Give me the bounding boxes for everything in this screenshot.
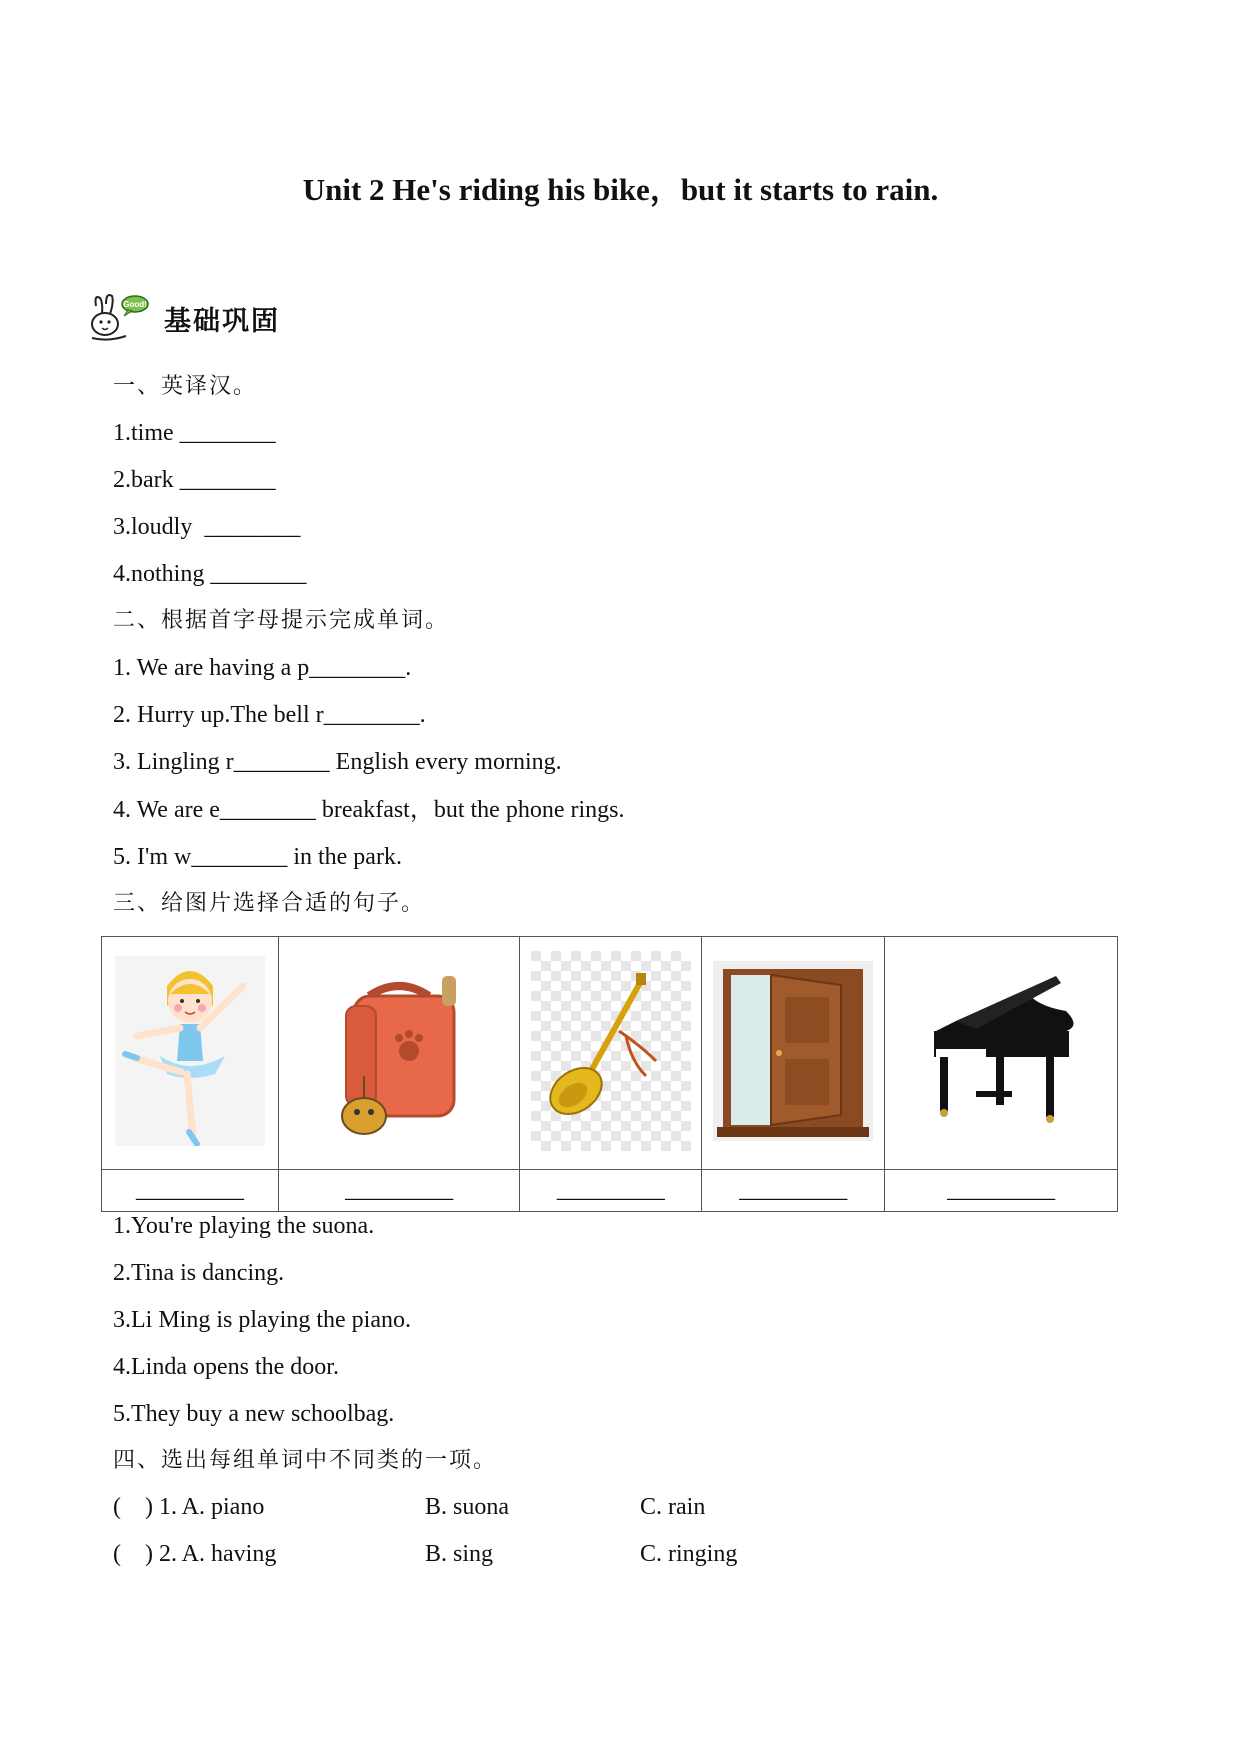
- part3-sentence: 1.You're playing the suona.: [113, 1213, 375, 1239]
- part1-item: 2.bark ________: [113, 467, 276, 493]
- part3-sentence: 4.Linda opens the door.: [113, 1354, 339, 1380]
- picture-cell: [278, 937, 520, 1170]
- picture-cell: [102, 937, 279, 1170]
- part2-item: 5. I'm w________ in the park.: [113, 844, 402, 870]
- part3-sentence: 2.Tina is dancing.: [113, 1260, 285, 1286]
- part3-heading: 三、给图片选择合适的句子。: [113, 891, 426, 916]
- part1-item: 4.nothing ________: [113, 561, 307, 587]
- part2-item: 2. Hurry up.The bell r________.: [113, 702, 426, 728]
- picture-cell: [885, 937, 1118, 1170]
- section-header: [88, 292, 280, 344]
- part3-sentence: 5.They buy a new schoolbag.: [113, 1401, 395, 1427]
- picture-cell: [520, 937, 702, 1170]
- part1-item: 1.time ________: [113, 420, 276, 446]
- suona-image: [531, 951, 691, 1151]
- bunny-good-icon: [88, 292, 150, 344]
- part2-item: 1. We are having a p________.: [113, 655, 412, 681]
- part1-heading: 一、英译汉。: [113, 374, 258, 399]
- part4-option-c: C. rain: [640, 1494, 706, 1520]
- section-label: 基础巩固: [164, 305, 280, 337]
- picture-cell: [702, 937, 885, 1170]
- door-image: [713, 961, 873, 1141]
- svg-text:Good!: Good!: [123, 300, 147, 309]
- ballerina-image: [115, 956, 265, 1146]
- part1-item: 3.loudly ________: [113, 514, 301, 540]
- part2-item: 3. Lingling r________ English every morning.: [113, 749, 562, 775]
- schoolbag-image: [324, 966, 474, 1136]
- part4-option-c: C. ringing: [640, 1541, 738, 1567]
- part4-option-a: ( ) 2. A. having: [113, 1541, 277, 1567]
- piano-image: [916, 971, 1086, 1131]
- part2-heading: 二、根据首字母提示完成单词。: [113, 608, 450, 633]
- answer-blank: _________: [520, 1170, 702, 1212]
- answer-blank: _________: [885, 1170, 1118, 1212]
- answer-blank: _________: [702, 1170, 885, 1212]
- part4-option-a: ( ) 1. A. piano: [113, 1494, 265, 1520]
- part2-item: 4. We are e________ breakfast，but the phone rings.: [113, 797, 625, 823]
- picture-table: [101, 936, 1118, 1212]
- answer-blank: _________: [278, 1170, 520, 1212]
- part4-heading: 四、选出每组单词中不同类的一项。: [113, 1448, 498, 1473]
- part3-sentence: 3.Li Ming is playing the piano.: [113, 1307, 411, 1333]
- part4-option-b: B. suona: [425, 1494, 509, 1520]
- page-title: Unit 2 He's riding his bike，but it starts to rain.: [302, 172, 939, 207]
- answer-blank: _________: [102, 1170, 279, 1212]
- part4-option-b: B. sing: [425, 1541, 494, 1567]
